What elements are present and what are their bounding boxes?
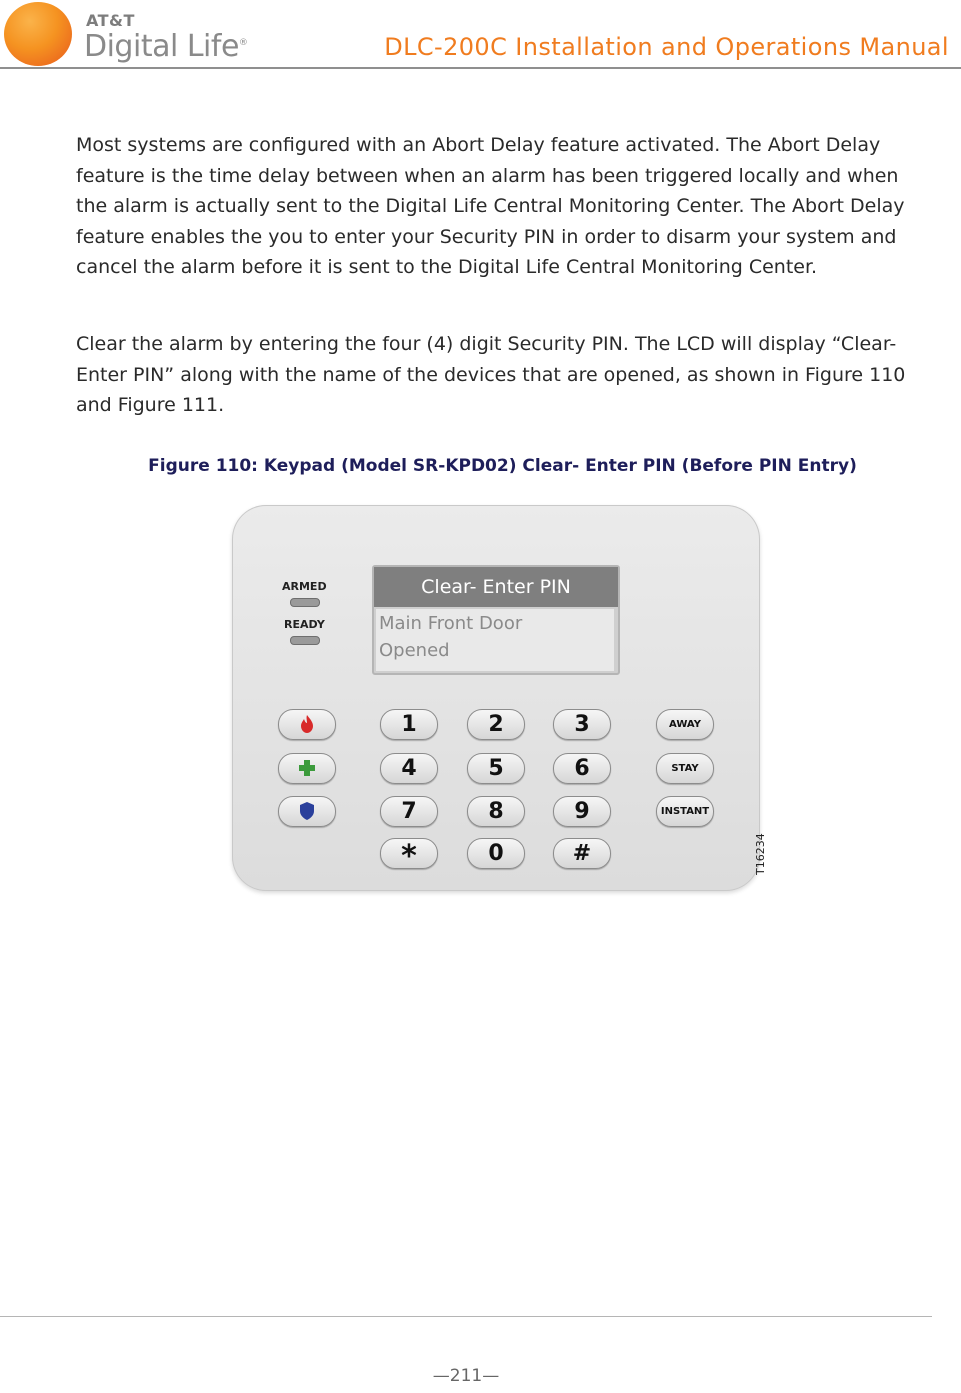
police-shield-icon <box>298 801 316 821</box>
body-paragraph-2-wrap <box>76 329 926 421</box>
stay-button[interactable]: STAY <box>656 753 714 784</box>
fire-key[interactable] <box>278 709 336 740</box>
body-paragraph-1: Most systems are configured with an Abort Delay feature activated. The Abort Delay feature is the time delay between when an alarm has been triggered locally and when the alarm is actually sent to the Digital Life Central Monitoring Center. The Abort Delay feature enables the you to enter your Security PIN in order to disarm your system and cancel the alarm before it is sent to the Digital Life Central Monitoring Center. <box>76 134 905 278</box>
armed-label: ARMED <box>282 580 327 593</box>
key-7[interactable]: 7 <box>380 796 438 827</box>
figure-reference-code: T16234 <box>754 833 767 875</box>
medical-key[interactable] <box>278 753 336 784</box>
key-6[interactable]: 6 <box>553 753 611 784</box>
lcd-line-2: Opened <box>379 640 450 661</box>
footer-divider <box>0 1316 932 1317</box>
key-star[interactable]: * <box>380 838 438 869</box>
police-key[interactable] <box>278 796 336 827</box>
logo-digital-life-text: Digital Life® <box>84 29 248 64</box>
header-divider <box>0 67 961 69</box>
key-0[interactable]: 0 <box>467 838 525 869</box>
key-5[interactable]: 5 <box>467 753 525 784</box>
lcd-title: Clear- Enter PIN <box>374 567 618 607</box>
ready-label: READY <box>284 618 325 631</box>
key-3[interactable]: 3 <box>553 709 611 740</box>
figure-caption: Figure 110: Keypad (Model SR-KPD02) Clear- Enter PIN (Before PIN Entry) <box>148 456 857 476</box>
ready-led <box>290 636 320 645</box>
key-9[interactable]: 9 <box>553 796 611 827</box>
lcd-line-1: Main Front Door <box>379 613 523 634</box>
key-1[interactable]: 1 <box>380 709 438 740</box>
body-paragraph-1-wrap <box>76 130 926 283</box>
armed-led <box>290 598 320 607</box>
body-paragraph-2: Clear the alarm by entering the four (4) digit Security PIN. The LCD will display “Clear- Enter PIN” along with the name of the devices that are opened, as shown in Figure 110 and Figure 111. <box>76 333 906 416</box>
page-number: —211— <box>432 1366 500 1386</box>
away-button[interactable]: AWAY <box>656 709 714 740</box>
key-4[interactable]: 4 <box>380 753 438 784</box>
document-title: DLC-200C Installation and Operations Manual <box>384 33 949 61</box>
key-8[interactable]: 8 <box>467 796 525 827</box>
lcd-display <box>372 565 620 675</box>
key-2[interactable]: 2 <box>467 709 525 740</box>
lcd-body <box>376 609 614 671</box>
fire-icon <box>298 714 316 734</box>
instant-button[interactable]: INSTANT <box>656 796 714 827</box>
logo-att-text: AT&T <box>86 11 135 30</box>
page-header <box>0 0 961 72</box>
key-hash[interactable]: # <box>553 838 611 869</box>
keypad-figure <box>232 505 767 891</box>
medical-cross-icon <box>298 758 316 778</box>
att-globe-logo <box>4 2 72 66</box>
